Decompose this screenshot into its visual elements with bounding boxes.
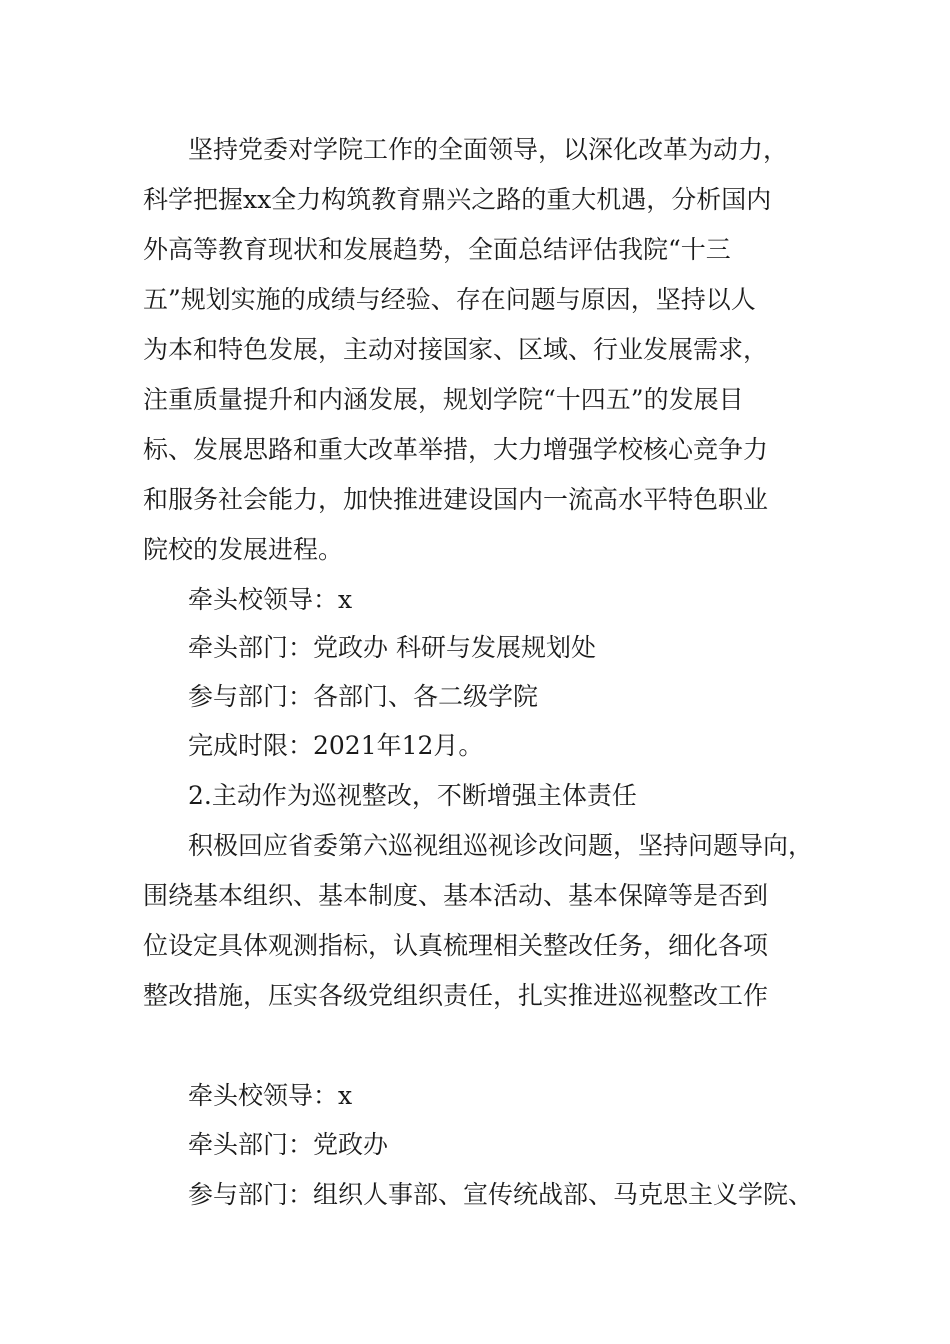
paragraph-line: 注重质量提升和内涵发展，规划学院“十四五”的发展目 xyxy=(143,385,744,414)
section-heading: 2.主动作为巡视整改，不断增强主体责任 xyxy=(188,781,637,810)
participating-departments-line: 参与部门：各部门、各二级学院 xyxy=(188,682,539,711)
paragraph-line: 坚持党委对学院工作的全面领导，以深化改革为动力， xyxy=(188,135,789,164)
paragraph-line: 围绕基本组织、基本制度、基本活动、基本保障等是否到 xyxy=(143,881,769,910)
paragraph-line: 科学把握xx全力构筑教育鼎兴之路的重大机遇，分析国内 xyxy=(143,185,772,214)
paragraph-line: 为本和特色发展，主动对接国家、区域、行业发展需求， xyxy=(143,335,769,364)
lead-leader-line: 牵头校领导：x xyxy=(188,585,353,614)
lead-department-line: 牵头部门：党政办 科研与发展规划处 xyxy=(188,633,596,662)
paragraph-line: 五”规划实施的成绩与经验、存在问题与原因，坚持以人 xyxy=(143,285,756,314)
participating-departments-line: 参与部门：组织人事部、宣传统战部、马克思主义学院、 xyxy=(188,1180,814,1209)
lead-department-line: 牵头部门：党政办 xyxy=(188,1130,389,1159)
paragraph-line: 整改措施，压实各级党组织责任，扎实推进巡视整改工作 xyxy=(143,981,769,1010)
paragraph-line: 位设定具体观测指标，认真梳理相关整改任务，细化各项 xyxy=(143,931,769,960)
paragraph-line: 院校的发展进程。 xyxy=(143,535,344,564)
paragraph-line: 积极回应省委第六巡视组巡视诊改问题，坚持问题导向， xyxy=(188,831,814,860)
paragraph-line: 外高等教育现状和发展趋势，全面总结评估我院“十三 xyxy=(143,235,731,264)
paragraph-line: 标、发展思路和重大改革举措，大力增强学校核心竞争力 xyxy=(143,435,769,464)
lead-leader-line: 牵头校领导：x xyxy=(188,1081,353,1110)
deadline-line: 完成时限：2021年12月。 xyxy=(188,731,484,760)
paragraph-line: 和服务社会能力，加快推进建设国内一流高水平特色职业 xyxy=(143,485,769,514)
